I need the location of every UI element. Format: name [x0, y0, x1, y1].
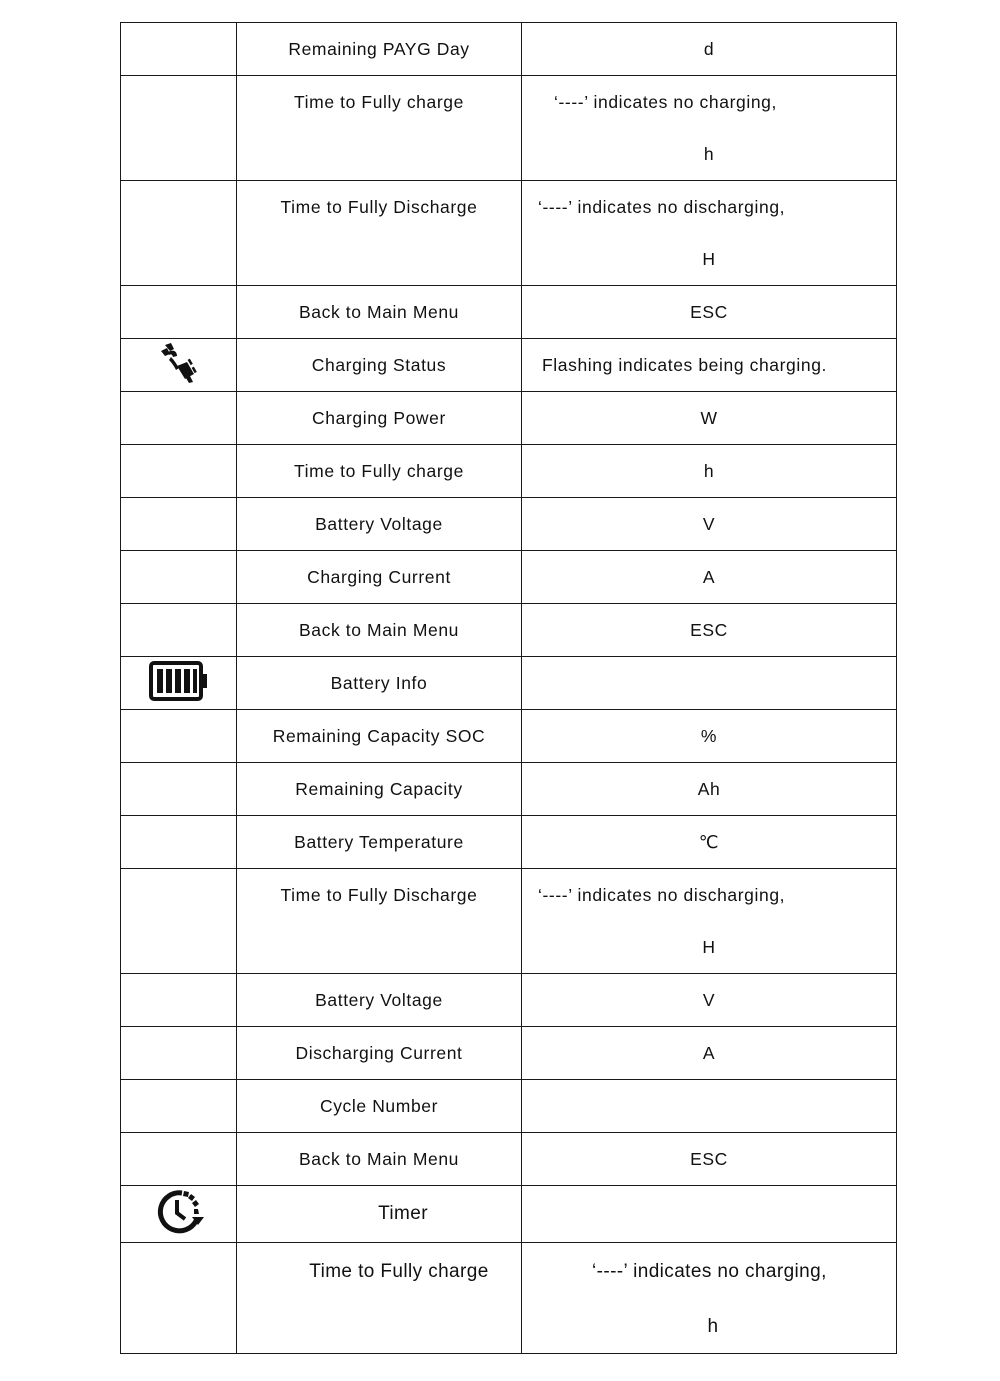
item-cell	[237, 657, 522, 710]
icon-cell	[121, 1186, 237, 1243]
icon-cell	[121, 181, 237, 286]
item-cell	[237, 763, 522, 816]
icon-cell	[121, 763, 237, 816]
icon-cell	[121, 551, 237, 604]
item-cell	[237, 604, 522, 657]
table-row	[121, 604, 897, 657]
table-row	[121, 974, 897, 1027]
table-row	[121, 23, 897, 76]
menu-reference-table	[120, 22, 897, 1354]
table-row	[121, 1133, 897, 1186]
item-cell	[237, 392, 522, 445]
value-label: A	[702, 567, 716, 587]
note-text: ‘----’ indicates no charging,	[592, 1261, 827, 1282]
table-row	[121, 816, 897, 869]
item-cell	[237, 1186, 522, 1243]
item-label: Time to Fully charge	[309, 1261, 489, 1282]
table-row	[121, 286, 897, 339]
unit-text: H	[702, 249, 716, 269]
value-cell	[522, 445, 897, 498]
table-row	[121, 1186, 897, 1243]
icon-cell	[121, 657, 237, 710]
note-text: ‘----’ indicates no discharging,	[538, 885, 786, 905]
unit-text: H	[702, 937, 716, 957]
icon-cell	[121, 1027, 237, 1080]
icon-cell	[121, 498, 237, 551]
value-cell	[522, 604, 897, 657]
value-label: ESC	[690, 302, 728, 322]
value-cell	[522, 1243, 897, 1354]
unit-text: h	[703, 144, 715, 164]
item-label: Battery Voltage	[315, 514, 443, 534]
item-label: Remaining Capacity	[295, 779, 463, 799]
value-cell	[522, 1133, 897, 1186]
icon-cell	[121, 23, 237, 76]
item-cell	[237, 869, 522, 974]
value-cell	[522, 339, 897, 392]
value-cell	[522, 498, 897, 551]
item-label: Cycle Number	[319, 1096, 439, 1116]
value-label: ESC	[690, 620, 728, 640]
item-cell	[237, 286, 522, 339]
value-label: V	[702, 514, 716, 534]
icon-cell	[121, 816, 237, 869]
item-label: Timer	[378, 1203, 428, 1224]
item-cell	[237, 1243, 522, 1354]
value-label: ESC	[690, 1149, 728, 1169]
item-label: Time to Fully charge	[294, 92, 464, 112]
table-row	[121, 869, 897, 974]
value-cell	[522, 816, 897, 869]
value-cell	[522, 710, 897, 763]
item-label: Remaining Capacity SOC	[272, 726, 486, 746]
item-cell	[237, 339, 522, 392]
value-cell	[522, 974, 897, 1027]
value-cell	[522, 1186, 897, 1243]
value-label: d	[703, 39, 715, 59]
table-row	[121, 710, 897, 763]
item-cell	[237, 1133, 522, 1186]
value-cell	[522, 392, 897, 445]
item-cell	[237, 1027, 522, 1080]
unit-text: h	[707, 1316, 719, 1337]
icon-cell	[121, 339, 237, 392]
note-text: ‘----’ indicates no discharging,	[538, 197, 786, 217]
item-label: Charging Power	[312, 408, 446, 428]
table-row	[121, 763, 897, 816]
value-cell	[522, 551, 897, 604]
table-row	[121, 657, 897, 710]
icon-cell	[121, 1080, 237, 1133]
table-row	[121, 551, 897, 604]
icon-cell	[121, 286, 237, 339]
note-text: ‘----’ indicates no charging,	[554, 92, 777, 112]
item-label: Time to Fully charge	[294, 461, 464, 481]
value-cell	[522, 286, 897, 339]
item-label: Time to Fully Discharge	[280, 885, 478, 905]
value-cell	[522, 869, 897, 974]
item-label: Battery Info	[330, 673, 428, 693]
value-label: V	[702, 990, 716, 1010]
item-label: Battery Temperature	[294, 832, 464, 852]
icon-cell	[121, 604, 237, 657]
icon-cell	[121, 392, 237, 445]
table-row	[121, 498, 897, 551]
value-label	[522, 657, 896, 709]
value-cell	[522, 1027, 897, 1080]
item-cell	[237, 76, 522, 181]
table-row	[121, 392, 897, 445]
item-label: Discharging Current	[295, 1043, 463, 1063]
item-cell	[237, 710, 522, 763]
item-label: Time to Fully Discharge	[280, 197, 478, 217]
value-label: W	[700, 408, 718, 428]
item-label: Charging Status	[311, 355, 447, 375]
value-label: Flashing indicates being charging.	[542, 355, 828, 375]
item-cell	[237, 551, 522, 604]
item-label: Back to Main Menu	[299, 302, 459, 322]
item-cell	[237, 816, 522, 869]
table-row	[121, 181, 897, 286]
value-cell	[522, 23, 897, 76]
value-cell	[522, 763, 897, 816]
value-label: %	[700, 726, 718, 746]
value-label: ℃	[698, 832, 720, 852]
value-label: Ah	[697, 779, 721, 799]
table-row	[121, 339, 897, 392]
value-label: h	[703, 461, 715, 481]
item-cell	[237, 23, 522, 76]
battery-full-icon	[149, 660, 209, 707]
icon-cell	[121, 1133, 237, 1186]
item-label: Back to Main Menu	[299, 1149, 459, 1169]
timer-icon	[152, 1187, 206, 1242]
item-label: Charging Current	[307, 567, 451, 587]
value-cell	[522, 657, 897, 710]
icon-cell	[121, 76, 237, 181]
item-cell	[237, 445, 522, 498]
item-cell	[237, 498, 522, 551]
table-row	[121, 76, 897, 181]
value-label: A	[702, 1043, 716, 1063]
item-label: Back to Main Menu	[299, 620, 459, 640]
item-cell	[237, 1080, 522, 1133]
icon-cell	[121, 445, 237, 498]
item-label: Battery Voltage	[315, 990, 443, 1010]
value-cell	[522, 1080, 897, 1133]
table-row	[121, 1080, 897, 1133]
icon-cell	[121, 869, 237, 974]
icon-cell	[121, 1243, 237, 1354]
item-label: Remaining PAYG Day	[288, 39, 470, 59]
value-label	[522, 1080, 896, 1132]
item-cell	[237, 181, 522, 286]
value-label	[522, 1186, 896, 1242]
item-cell	[237, 974, 522, 1027]
icon-cell	[121, 974, 237, 1027]
icon-cell	[121, 710, 237, 763]
table-row	[121, 445, 897, 498]
charging-plug-icon	[159, 341, 199, 390]
table-row	[121, 1243, 897, 1354]
table-row	[121, 1027, 897, 1080]
value-cell	[522, 181, 897, 286]
value-cell	[522, 76, 897, 181]
